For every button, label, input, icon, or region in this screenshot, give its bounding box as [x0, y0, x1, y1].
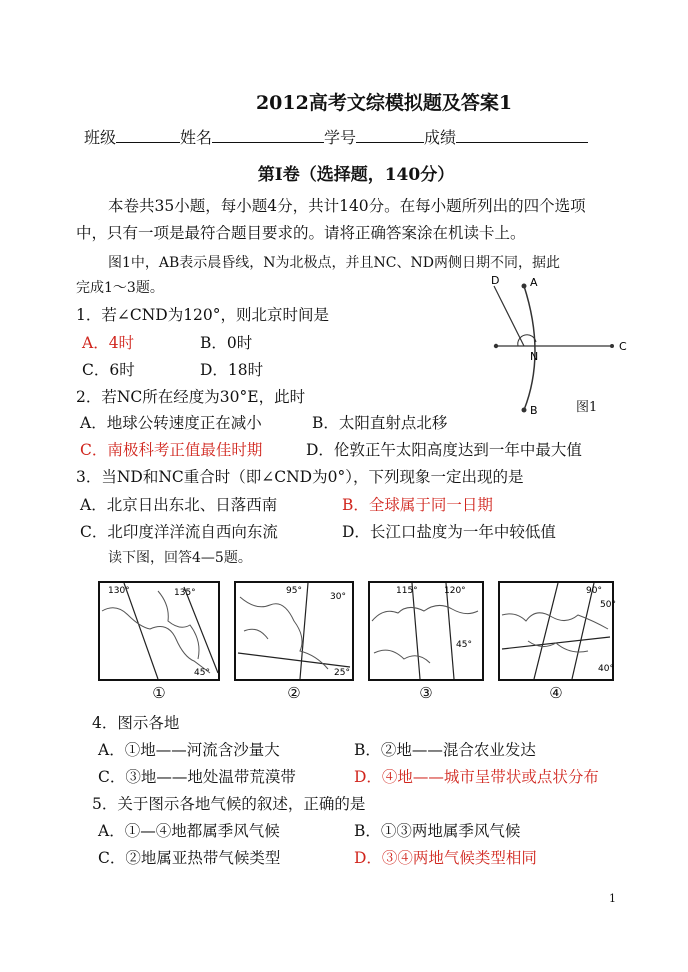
question-5-stem: 5．关于图示各地气候的叙述，正确的是 [92, 795, 366, 813]
figure-1-caption: 图1 [576, 400, 598, 415]
intro-line-2: 中，只有一项是最符合题目要求的。请将正确答案涂在机读卡上。 [76, 224, 526, 242]
question-2-option-d[interactable]: D．伦敦正午太阳高度达到一年中最大值 [306, 441, 582, 459]
map-3-label-2: 120° [444, 586, 466, 596]
question-2-option-a[interactable]: A．地球公转速度正在减小 [80, 414, 262, 432]
question-2-option-b[interactable]: B．太阳直射点北移 [312, 414, 448, 432]
number-label: 学号 [324, 128, 357, 147]
map-3-label-1: 115° [396, 586, 418, 596]
map-3-frame [368, 581, 484, 681]
number-field[interactable] [356, 128, 424, 143]
map-2-label-1: 95° [286, 586, 302, 596]
question-4-option-c[interactable]: C．③地——地处温带荒漠带 [98, 768, 296, 786]
map-4-frame [498, 581, 614, 681]
map-2-frame [234, 581, 354, 681]
map-1-label-3: 45° [194, 668, 210, 678]
map-1-number: ① [152, 684, 166, 702]
section-title [0, 160, 688, 185]
map-3-label-3: 45° [456, 640, 472, 650]
point-b [522, 408, 527, 413]
name-field[interactable] [212, 128, 324, 143]
figure-1-diagram [484, 274, 630, 422]
question-4-option-a[interactable]: A．①地——河流含沙量大 [98, 741, 280, 759]
terminator-arc [524, 286, 535, 410]
name-label: 姓名 [180, 128, 213, 147]
class-label: 班级 [84, 128, 117, 147]
page-title [0, 88, 688, 115]
question-5-option-b[interactable]: B．①③两地属季风气候 [354, 822, 521, 840]
question-3-option-d[interactable]: D．长江口盐度为一年中较低值 [342, 523, 556, 541]
map-2-number: ② [287, 684, 301, 702]
label-a: A [530, 276, 538, 289]
class-field[interactable] [116, 128, 180, 143]
page-number: 1 [609, 892, 616, 905]
line-nd [494, 286, 524, 346]
question-5-option-d[interactable]: D．③④两地气候类型相同 [354, 849, 537, 867]
intro-line-1: 本卷共35小题，每小题4分，共计140分。在每小题所列出的四个选项 [108, 197, 586, 215]
student-info-line [84, 125, 588, 148]
title-text: 2012高考文综模拟题及答案1 [255, 92, 513, 114]
question-3-option-c[interactable]: C．北印度洋洋流自西向东流 [80, 523, 278, 541]
question-3-option-b[interactable]: B．全球属于同一日期 [342, 496, 493, 514]
question-5-option-c[interactable]: C．②地属亚热带气候类型 [98, 849, 281, 867]
label-c: C [619, 340, 627, 353]
section-title-text: 第Ⅰ卷（选择题，140分） [257, 165, 455, 185]
map-1-frame [98, 581, 220, 681]
question-4-option-d[interactable]: D．④地——城市呈带状或点状分布 [354, 768, 599, 786]
map-3-number: ③ [419, 684, 433, 702]
map-2-label-3: 25° [334, 668, 350, 678]
point-a [522, 284, 527, 289]
label-d: D [491, 274, 500, 287]
maps-intro: 读下图，回答4—5题。 [108, 550, 252, 566]
point-c [610, 344, 614, 348]
fig1-desc-line-1: 图1中，AB表示晨昏线，N为北极点，并且NC、ND两侧日期不同，据此 [108, 255, 560, 271]
question-1-option-d[interactable]: D．18时 [200, 361, 264, 379]
question-4-stem: 4．图示各地 [92, 714, 180, 732]
map-1-label-2: 135° [174, 588, 196, 598]
map-1 [98, 581, 220, 701]
question-2-option-c[interactable]: C．南极科考正值最佳时期 [80, 441, 263, 459]
map-4-label-2: 50° [600, 600, 616, 610]
map-4-number: ④ [549, 684, 563, 702]
label-n: N [530, 350, 539, 363]
question-4-option-b[interactable]: B．②地——混合农业发达 [354, 741, 536, 759]
map-2 [234, 581, 354, 701]
score-label: 成绩 [424, 128, 457, 147]
question-1-stem: 1．若∠CND为120°，则北京时间是 [76, 306, 330, 324]
question-3-stem: 3．当ND和NC重合时（即∠CND为0°），下列现象一定出现的是 [76, 468, 524, 486]
question-2-stem: 2．若NC所在经度为30°E，此时 [76, 388, 306, 406]
map-4-label-1: 90° [586, 586, 602, 596]
map-1-label-1: 130° [108, 586, 130, 596]
map-2-label-2: 30° [330, 592, 346, 602]
map-4-label-3: 40° [598, 664, 614, 674]
question-1-option-a[interactable]: A．4时 [82, 334, 135, 352]
point-west [494, 344, 498, 348]
question-5-option-a[interactable]: A．①—④地都属季风气候 [98, 822, 280, 840]
label-b: B [530, 404, 538, 417]
fig1-desc-line-2: 完成1～3题。 [76, 280, 164, 296]
map-4 [498, 581, 614, 701]
angle-mark [518, 335, 536, 346]
question-1-option-b[interactable]: B．0时 [200, 334, 253, 352]
score-field[interactable] [456, 128, 588, 143]
map-3 [368, 581, 484, 701]
question-3-option-a[interactable]: A．北京日出东北、日落西南 [80, 496, 278, 514]
question-1-option-c[interactable]: C．6时 [82, 361, 135, 379]
